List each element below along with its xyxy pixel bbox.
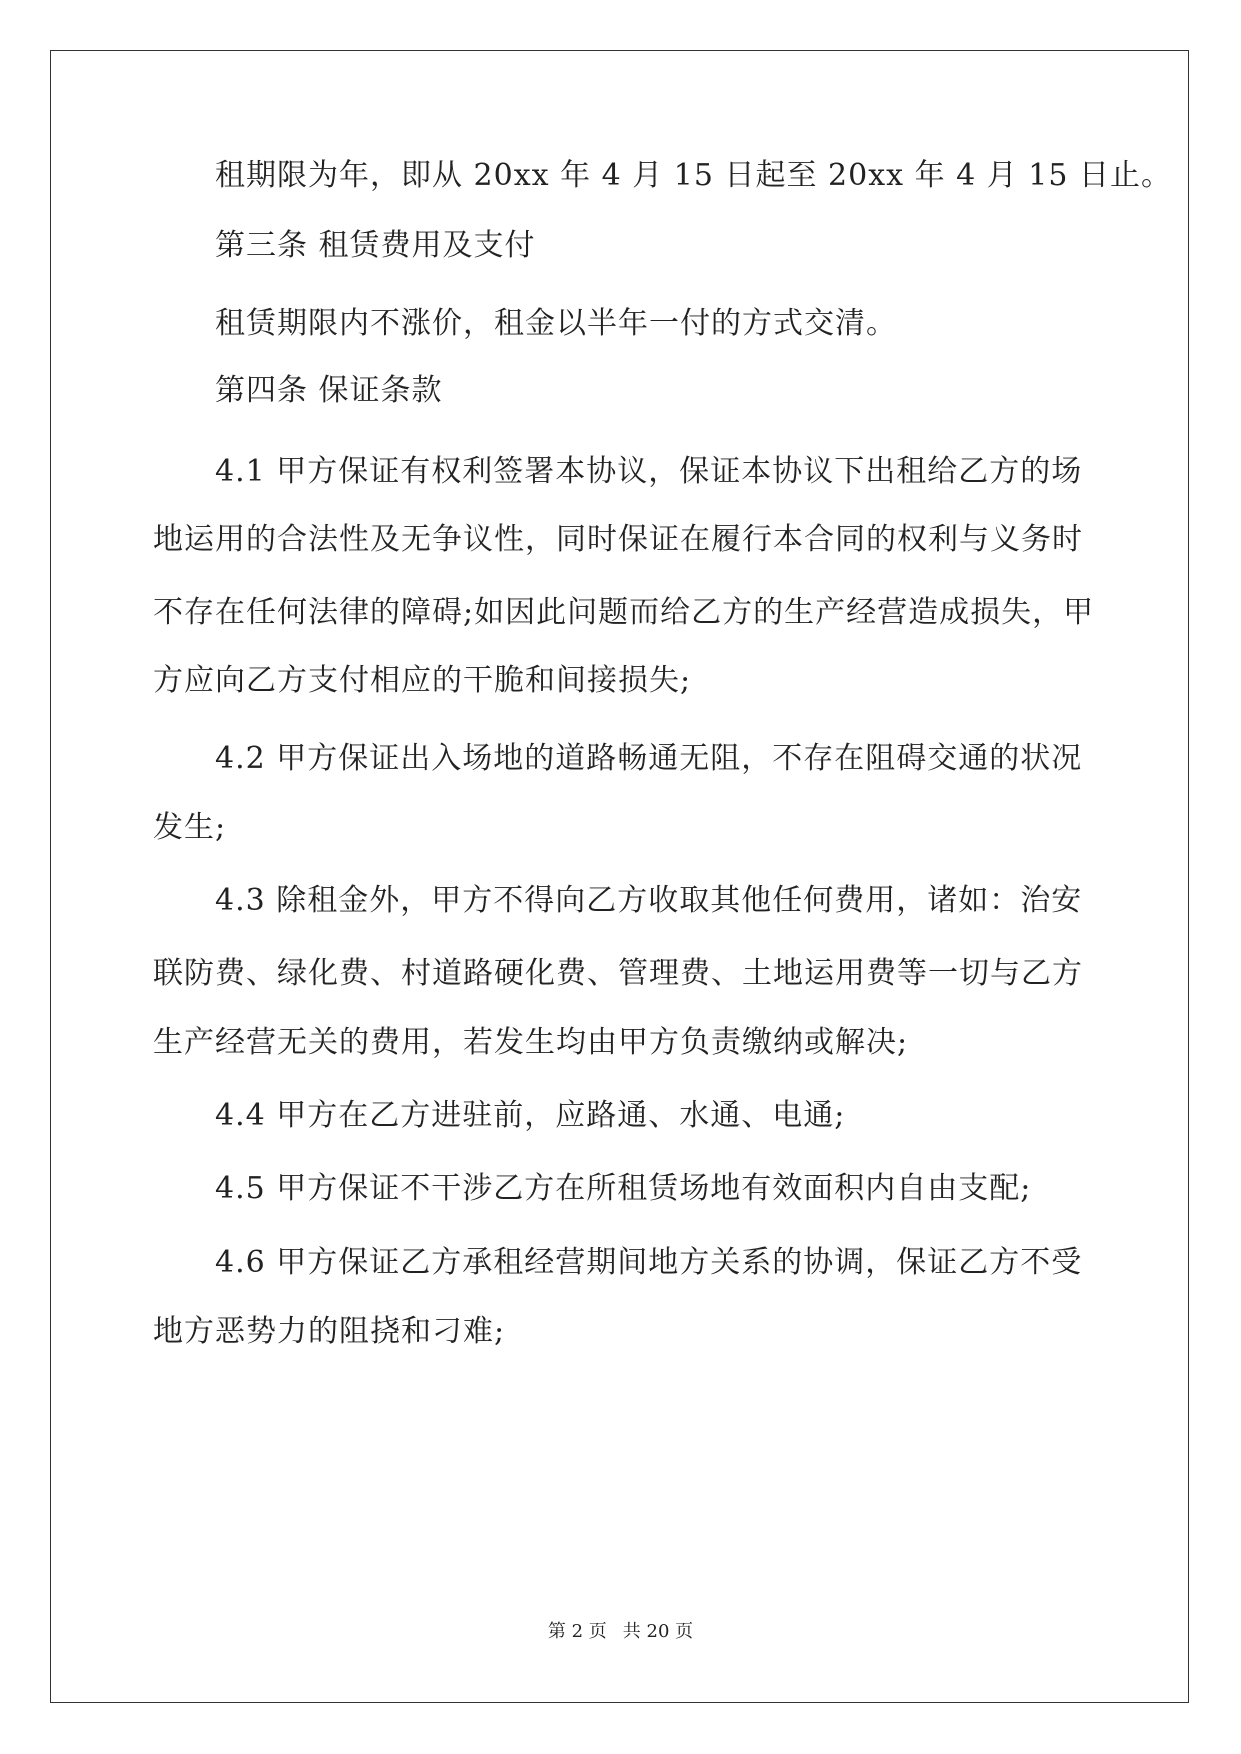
paragraph-line: 4.2 甲方保证出入场地的道路畅通无阻，不存在阻碍交通的状况	[215, 741, 1083, 776]
page-border	[50, 50, 1189, 1703]
paragraph-line: 4.3 除租金外，甲方不得向乙方收取其他任何费用，诸如：治安	[215, 883, 1083, 918]
paragraph-line: 联防费、绿化费、村道路硬化费、管理费、土地运用费等一切与乙方	[153, 956, 1083, 991]
paragraph-line: 方应向乙方支付相应的干脆和间接损失;	[153, 663, 692, 698]
paragraph-line: 地方恶势力的阻挠和刁难;	[153, 1314, 506, 1349]
paragraph-line: 地运用的合法性及无争议性，同时保证在履行本合同的权利与义务时	[153, 522, 1083, 557]
paragraph-line: 租期限为年，即从 20xx 年 4 月 15 日起至 20xx 年 4 月 15 日止。	[215, 158, 1172, 193]
paragraph-line: 4.6 甲方保证乙方承租经营期间地方关系的协调，保证乙方不受	[215, 1245, 1083, 1280]
section-heading: 第四条 保证条款	[215, 373, 443, 408]
paragraph-line: 发生;	[153, 810, 227, 845]
paragraph-line: 生产经营无关的费用，若发生均由甲方负责缴纳或解决;	[153, 1025, 909, 1060]
paragraph-line: 不存在任何法律的障碍;如因此问题而给乙方的生产经营造成损失，甲	[153, 595, 1095, 630]
section-heading: 第三条 租赁费用及支付	[215, 228, 536, 263]
paragraph-line: 4.5 甲方保证不干涉乙方在所租赁场地有效面积内自由支配;	[215, 1171, 1032, 1206]
paragraph-line: 租赁期限内不涨价，租金以半年一付的方式交清。	[215, 306, 897, 341]
page-total: 共 20 页	[622, 1621, 694, 1642]
paragraph-line: 4.4 甲方在乙方进驻前，应路通、水通、电通;	[215, 1098, 846, 1133]
page-footer	[0, 1621, 1241, 1643]
paragraph-line: 4.1 甲方保证有权利签署本协议，保证本协议下出租给乙方的场	[215, 454, 1083, 489]
page-number: 第 2 页	[547, 1621, 607, 1642]
